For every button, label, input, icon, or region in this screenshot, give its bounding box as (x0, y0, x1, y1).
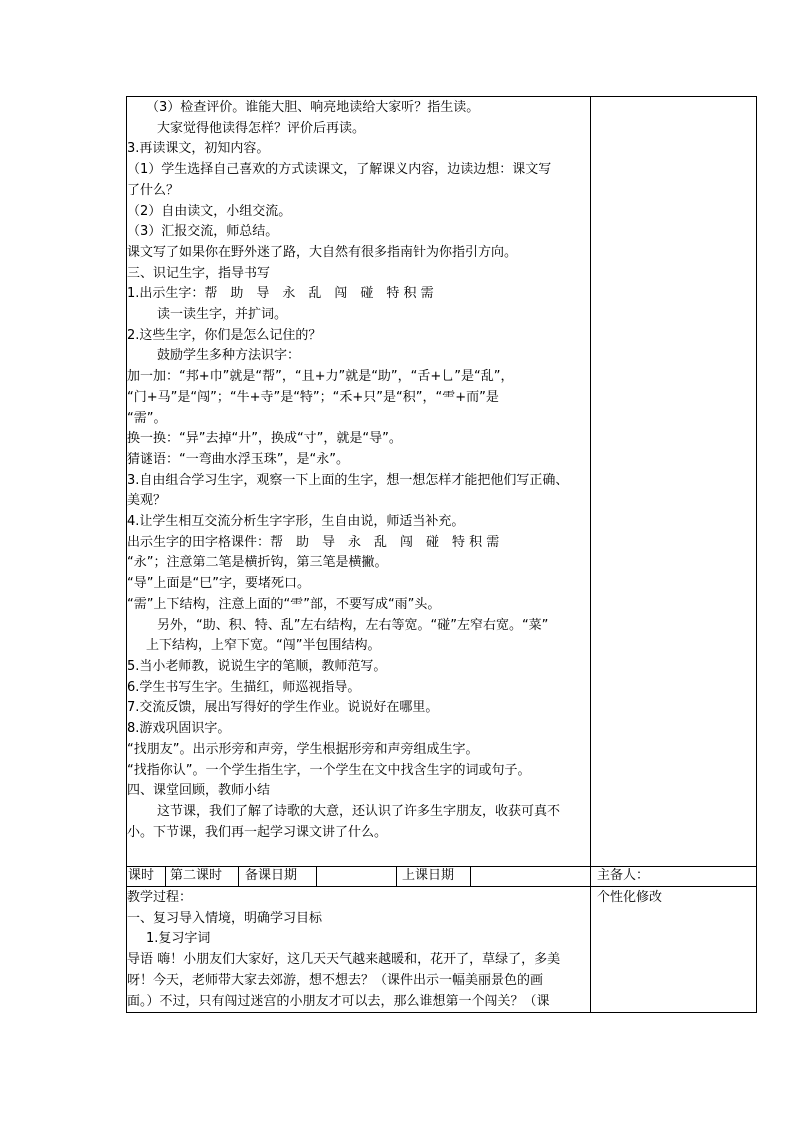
upper-text-line: “找指你认”。一个学生指生字，一个学生在文中找含生字的词或句子。 (127, 762, 531, 778)
table-right-border (756, 96, 757, 1013)
upper-text-line: 3.再读课文，初知内容。 (127, 141, 270, 157)
upper-text-line: 另外，“助、积、特、乱”左右结构，左右等宽。“碰”左窄右宽。“菜” (157, 617, 549, 633)
header-cell-divider (165, 866, 166, 887)
class-date-label: 上课日期 (402, 868, 455, 883)
preparer-label: 主备人： (597, 868, 650, 883)
upper-text-line: 换一换：“异”去掉“廾”，换成“寸”，就是“导”。 (127, 431, 402, 447)
upper-text-line: 鼓励学生多种方法识字： (157, 348, 301, 364)
upper-text-line: “门+马”是“闯”；“牛+寺”是“特”；“禾+只”是“积”，“⻗+而”是 (127, 389, 499, 405)
upper-text-line: 上下结构，上窄下宽。“闯”半包围结构。 (146, 638, 381, 654)
lower-text-line: 面。）不过，只有闯过迷宫的小朋友才可以去，那么谁想第一个闯关？（课 (127, 993, 550, 1009)
header-cell-divider (470, 866, 471, 887)
lower-text-line: 呀！今天，老师带大家去郊游，想不想去？（课件出示一幅美丽景色的画 (127, 972, 544, 988)
upper-text-line: 了什么？ (127, 182, 180, 198)
upper-text-line: （3）汇报交流，师总结。 (127, 224, 279, 240)
header-cell-divider (316, 866, 317, 887)
lower-text-line: 教学过程： (127, 890, 193, 905)
lower-text-line: 1.复习字词 (146, 931, 211, 947)
upper-text-line: 美观？ (127, 493, 167, 509)
upper-text-line: 3.自由组合学习生字，观察一下上面的生字，想一想怎样才能把他们写正确、 (127, 472, 569, 488)
upper-text-line: 7.交流反馈，展出写得好的学生作业。说说好在哪里。 (127, 700, 439, 716)
upper-text-line: “永”；注意第二笔是横折钩，第三笔是横撇。 (127, 555, 388, 571)
upper-text-line: 1.出示生字：帮 助 导 永 乱 闯 碰 特 积 需 (127, 286, 434, 302)
lower-text-line: 一、复习导入情境，明确学习目标 (127, 910, 323, 926)
lower-text-line: 导语 嗨！小朋友们大家好，这几天天气越来越暖和，花开了，草绿了，多美 (127, 952, 561, 968)
personalized-revision-label: 个性化修改 (597, 890, 663, 905)
header-cell-divider (238, 866, 239, 887)
lesson-plan-lower-text (127, 888, 591, 1012)
upper-text-line: 课文写了如果你在野外迷了路，大自然有很多指南针为你指引方向。 (127, 244, 518, 260)
table-top-border (126, 96, 757, 97)
upper-text-line: 三、识记生字，指导书写 (127, 265, 271, 281)
upper-text-line: 4.让学生相互交流分析生字字形，生自由说，师适当补充。 (127, 514, 465, 530)
upper-text-line: （2）自由读文，小组交流。 (127, 203, 292, 219)
upper-text-line: “需”。 (127, 410, 167, 426)
upper-text-line: （1）学生选择自己喜欢的方式读课文，了解课义内容，边读边想：课文写 (127, 162, 552, 178)
upper-text-line: 猜谜语：“一弯曲水浮玉珠”，是“永”。 (127, 451, 349, 467)
upper-text-line: 8.游戏巩固识字。 (127, 721, 231, 737)
prep-date-label: 备课日期 (245, 868, 298, 883)
upper-text-line: 读一读生字，并扩词。 (157, 307, 288, 323)
upper-text-line: 四、课堂回顾，教师小结 (127, 783, 271, 799)
upper-text-line: 这节课，我们了解了诗歌的大意，还认识了许多生字朋友，收获可真不 (157, 803, 561, 819)
upper-text-line: “需”上下结构，注意上面的“⻗”部，不要写成“雨”头。 (127, 596, 441, 612)
header-row-bottom-border (126, 886, 757, 887)
upper-text-line: “导”上面是“巳”字，要堵死口。 (127, 576, 310, 592)
upper-text-line: （3）检查评价。谁能大胆、响亮地读给大家听？指生读。 (146, 100, 480, 115)
lesson-plan-upper-text (127, 98, 591, 843)
lesson-label: 课时 (128, 868, 155, 883)
upper-text-line: 大家觉得他读得怎样？评价后再读。 (157, 120, 366, 136)
header-cell-divider (396, 866, 397, 887)
upper-text-line: 5.当小老师教，说说生字的笔顺，教师范写。 (127, 658, 387, 674)
upper-text-line: 加一加：“邦+巾”就是“帮”，“且+力”就是“助”，“舌+乚”是“乱”， (127, 369, 514, 385)
upper-text-line: 6.学生书写生字。生描红，师巡视指导。 (127, 679, 361, 695)
upper-text-line: “找朋友”。出示形旁和声旁，学生根据形旁和声旁组成生字。 (127, 741, 479, 757)
upper-text-line: 2.这些生字，你们是怎么记住的？ (127, 327, 322, 343)
lesson-value: 第二课时 (170, 868, 223, 883)
upper-text-line: 出示生字的田字格课件：帮 助 导 永 乱 闯 碰 特 积 需 (127, 534, 500, 550)
upper-text-line: 小。下节课，我们再一起学习课文讲了什么。 (127, 824, 388, 840)
